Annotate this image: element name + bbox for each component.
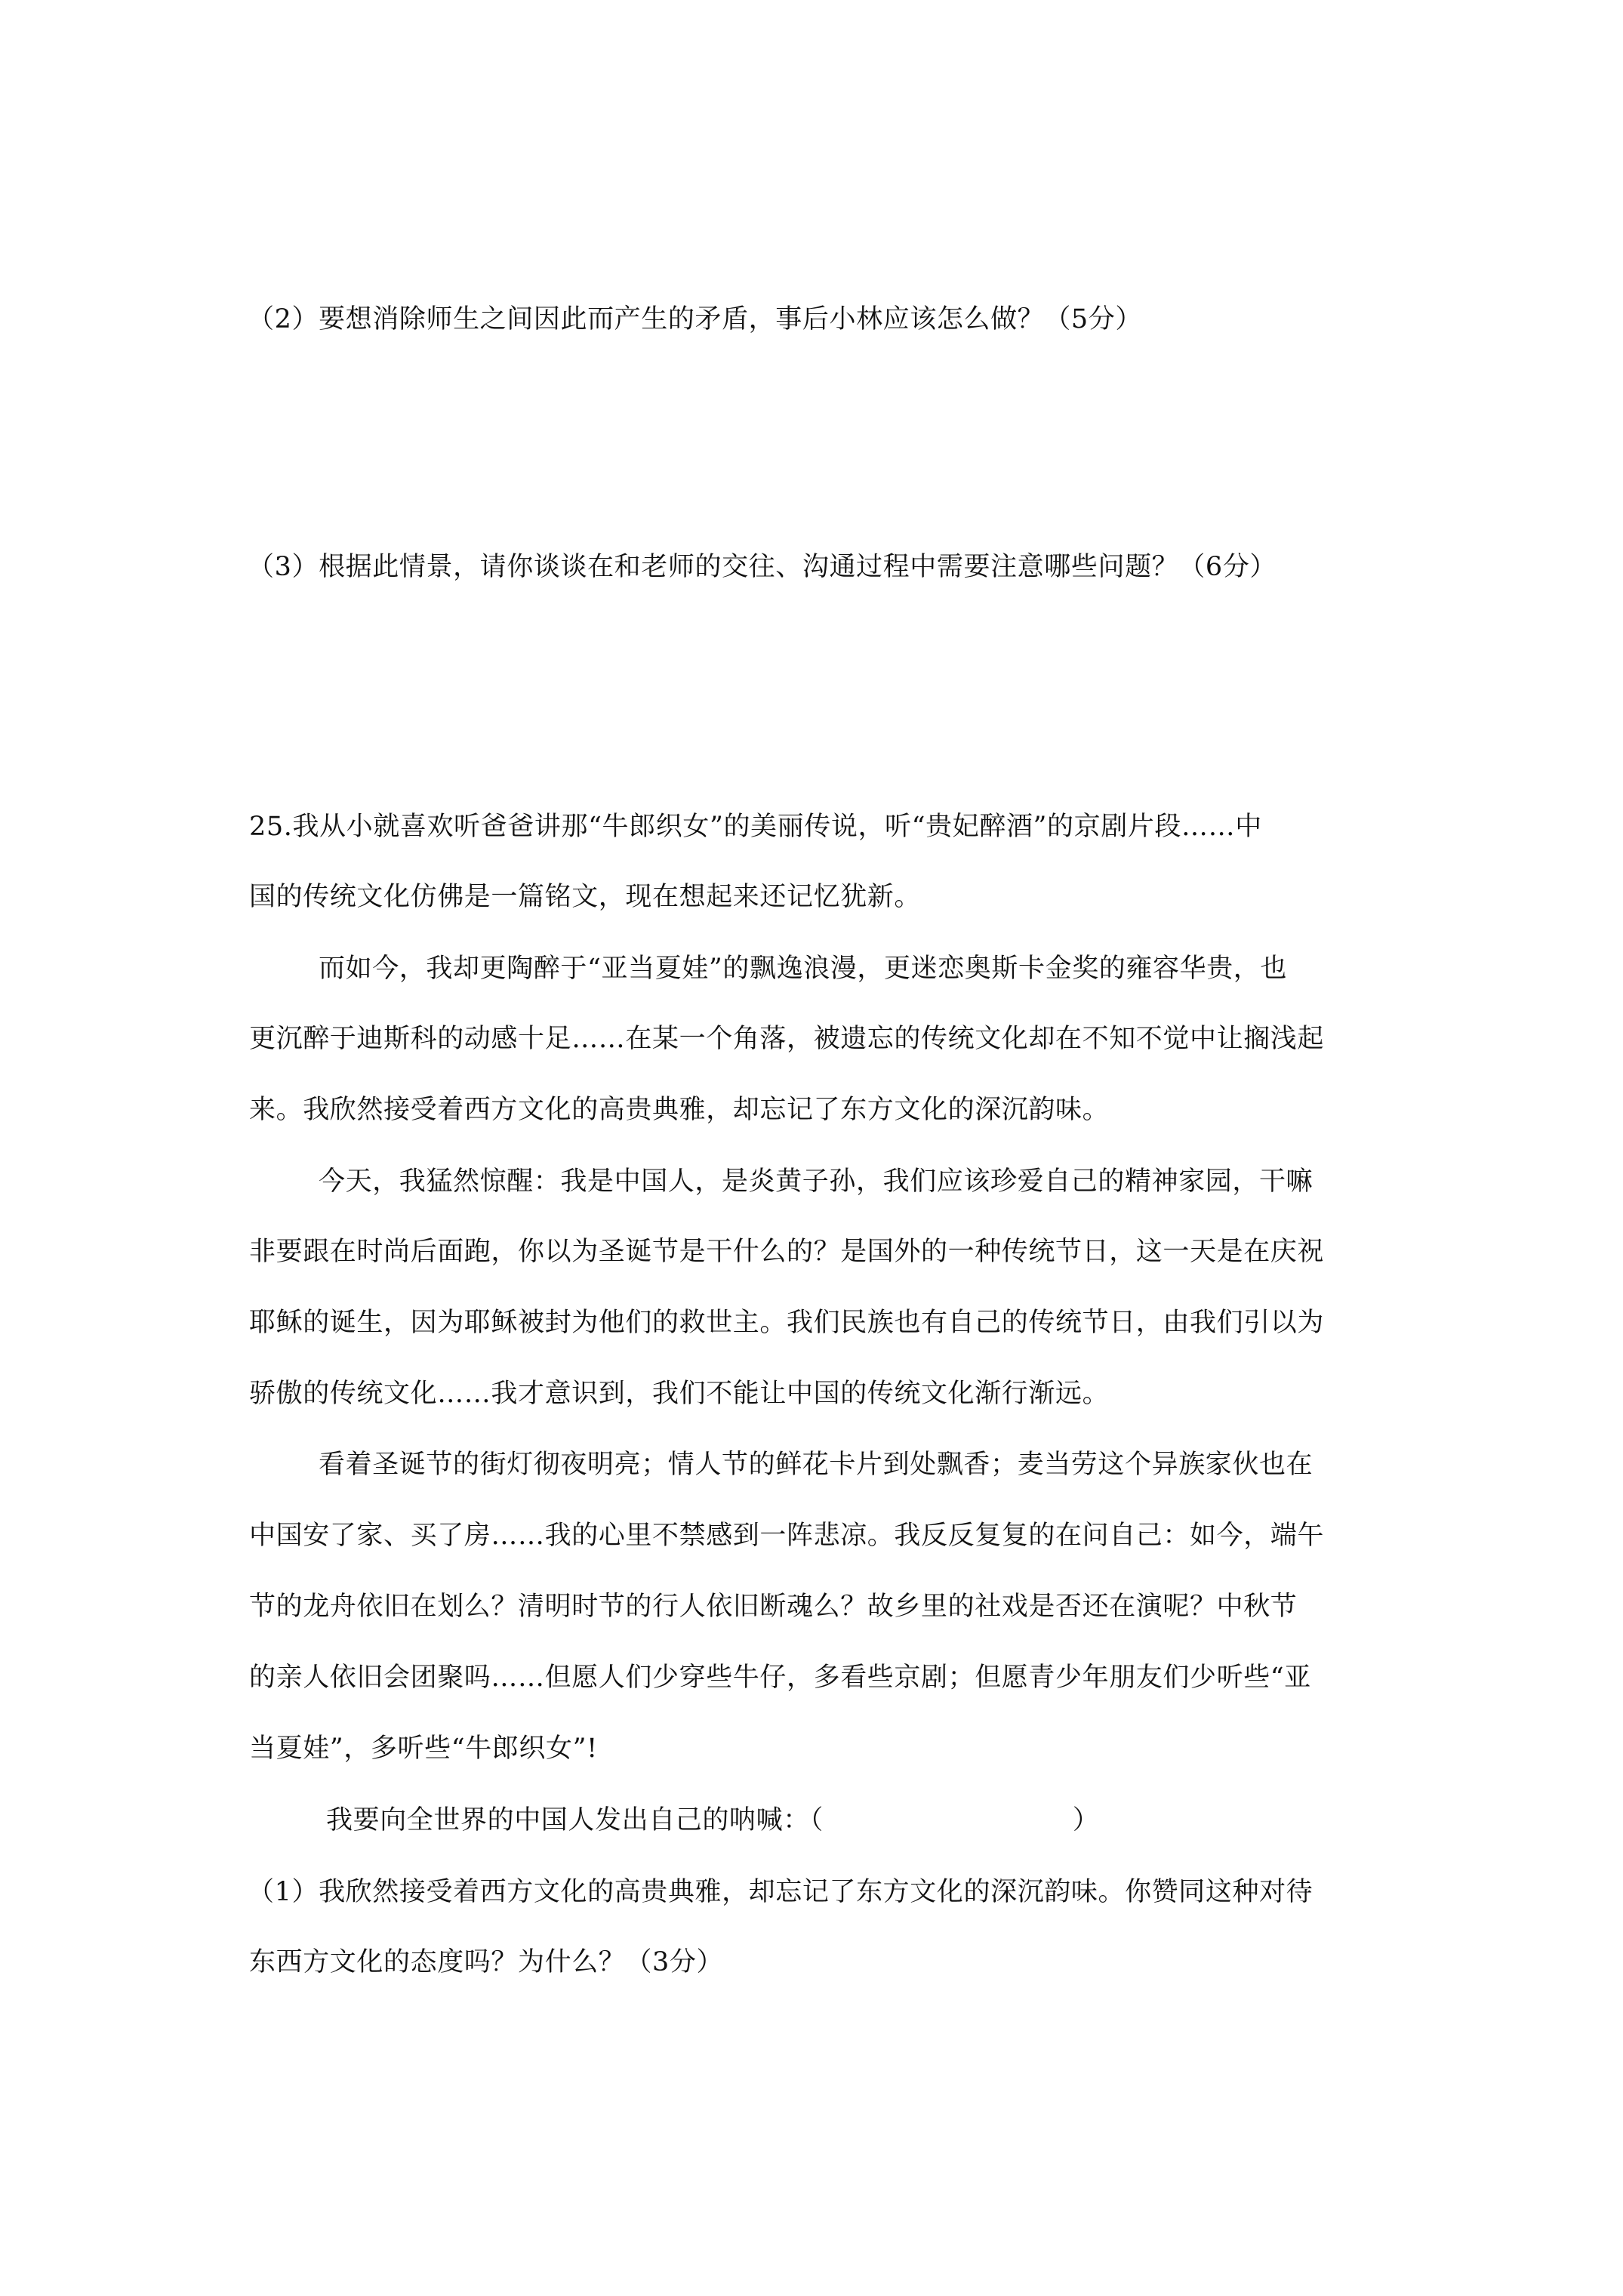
shout-prefix: 我要向全世界的中国人发出自己的呐喊：（	[326, 1805, 824, 1835]
question-25-sub-1-line: 东西方文化的态度吗？为什么？（3分）	[249, 1947, 724, 1977]
question-24-sub-3: （3）根据此情景，请你谈谈在和老师的交往、沟通过程中需要注意哪些问题？（6分）	[248, 552, 1277, 582]
passage-line: 而如今，我却更陶醉于“亚当夏娃”的飘逸浪漫，更迷恋奥斯卡金奖的雍容华贵，也	[319, 954, 1287, 984]
shout-suffix: ）	[1072, 1805, 1100, 1835]
passage-line: 今天，我猛然惊醒：我是中国人，是炎黄子孙，我们应该珍爱自己的精神家园，干嘛	[319, 1166, 1313, 1197]
question-24-sub-2: （2）要想消除师生之间因此而产生的矛盾，事后小林应该怎么做？（5分）	[248, 304, 1142, 334]
passage-line: 骄傲的传统文化……我才意识到，我们不能让中国的传统文化渐行渐远。	[249, 1379, 1110, 1409]
shout-prompt	[326, 1801, 1100, 1839]
passage-line: 的亲人依旧会团聚吗……但愿人们少穿些牛仔，多看些京剧；但愿青少年朋友们少听些“亚	[249, 1663, 1311, 1693]
question-25-line: 国的传统文化仿佛是一篇铭文，现在想起来还记忆犹新。	[249, 882, 922, 912]
passage-line: 更沉醉于迪斯科的动感十足……在某一个角落，被遗忘的传统文化却在不知不觉中让搁浅起	[249, 1024, 1325, 1054]
passage-line: 中国安了家、买了房……我的心里不禁感到一阵悲凉。我反反复复的在问自己：如今，端午	[249, 1521, 1325, 1551]
passage-line: 节的龙舟依旧在划么？清明时节的行人依旧断魂么？故乡里的社戏是否还在演呢？中秋节	[249, 1592, 1298, 1622]
question-25-sub-1-line: （1）我欣然接受着西方文化的高贵典雅，却忘记了东方文化的深沉韵味。你赞同这种对待	[248, 1877, 1313, 1907]
question-25-line: 25.我从小就喜欢听爸爸讲那“牛郎织女”的美丽传说，听“贵妃醉酒”的京剧片段……中	[249, 812, 1262, 842]
passage-line: 看着圣诞节的街灯彻夜明亮；情人节的鲜花卡片到处飘香；麦当劳这个异族家伙也在	[319, 1450, 1313, 1480]
passage-line: 当夏娃”，多听些“牛郎织女”!	[249, 1734, 598, 1764]
passage-line: 来。我欣然接受着西方文化的高贵典雅，却忘记了东方文化的深沉韵味。	[249, 1095, 1110, 1125]
passage-line: 非要跟在时尚后面跑，你以为圣诞节是干什么的？是国外的一种传统节日，这一天是在庆祝	[249, 1237, 1325, 1267]
passage-line: 耶稣的诞生，因为耶稣被封为他们的救世主。我们民族也有自己的传统节日，由我们引以为	[249, 1308, 1325, 1338]
